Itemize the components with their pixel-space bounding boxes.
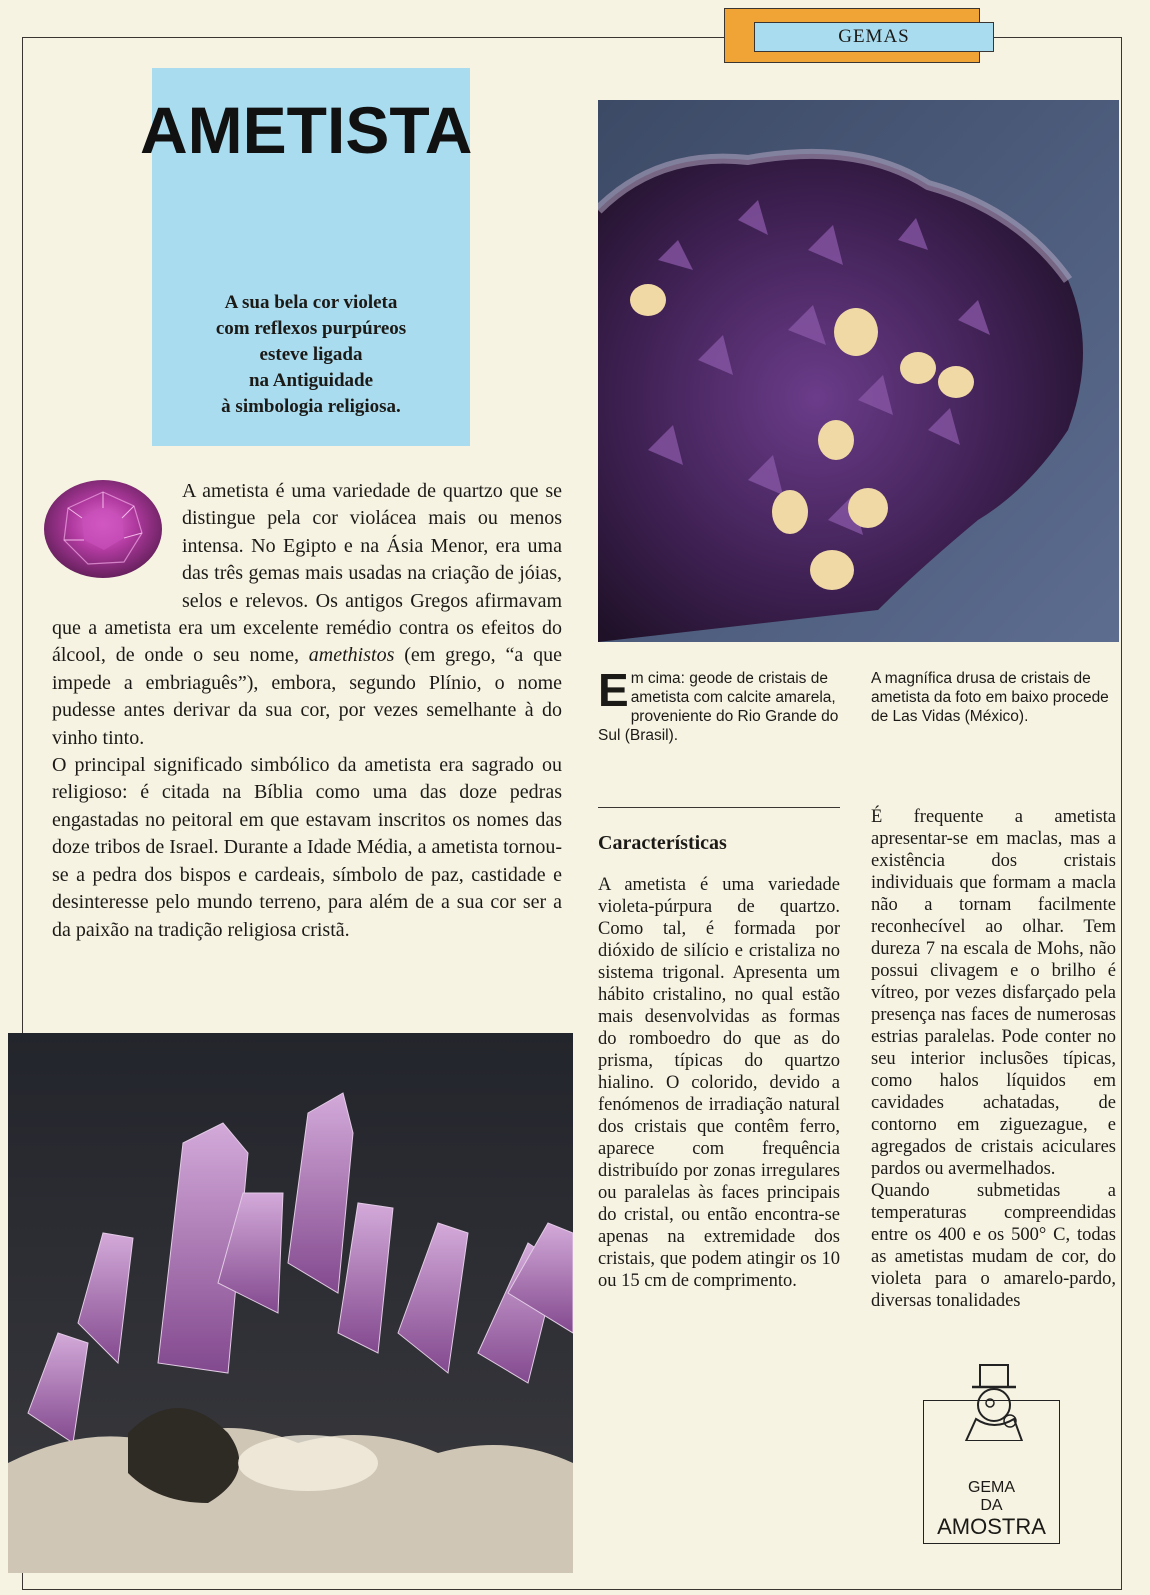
subtitle-line: esteve ligada bbox=[259, 344, 363, 365]
intro-paragraph2: O principal significado simbólico da ametista era sagrado ou religioso: é citada na Bíblia como uma das doze pedras engastadas no peitoral em que estavam inscritos os nomes das doze tribos de Israel. Durante a Idade Média, a ametista tornou-se a pedra dos bispos e cardeais, símbolo de paz, castidade e desinteresse pelo mundo terreno, para além de a sua cor ser a da paixão na tradição religiosa cristã. bbox=[52, 754, 562, 941]
section-tag-label: GEMAS bbox=[754, 22, 994, 52]
subtitle bbox=[152, 290, 470, 420]
characteristics-col1: A ametista é uma variedade violeta-púrpura de quartzo. Como tal, é formada por dióxido de silício e cristaliza no sistema trigonal. Apresenta um hábito cristalino, no qual estão mais desenvolvidas as formas do romboedro do que as do prisma, típicas do quartzo hialino. O colorido, devido a fenómenos de irradiação natural dos cristais que contêm ferro, aparece com frequência distribuído por zonas irregulares ou paralelas às faces principais do cristal, ou então encontra-se apenas na extremidade dos cristais, que podem atingir os 10 ou 15 cm de comprimento. bbox=[598, 875, 840, 1291]
gemologist-icon bbox=[924, 1361, 1061, 1441]
gema-da-amostra-logo bbox=[923, 1400, 1060, 1544]
section-tag bbox=[724, 8, 980, 63]
intro-part2: (em grego, “a que impede a embriaguês”), embora, segundo Plínio, o nome pudesse antes derivar da sua cor, por vezes semelhante à do vinho tinto. bbox=[52, 644, 563, 749]
section-rule bbox=[598, 807, 840, 808]
subtitle-line: com reflexos purpúreos bbox=[215, 318, 407, 339]
characteristics-col2-p1: É frequente a ametista apresentar-se em maclas, mas a existência dos cristais individuais que formam a macla não a tornam facilmente reconhecível ao olhar. Tem dureza 7 na escala de Mohs, não possui clivagem e o brilho é vítreo, por vezes disfarçado pela presença nas faces de numerosas estrias paralelas. Pode conter no seu interior inclusões típicas, como halos líquidos em cavidades achatadas, de contorno em ziguezague, e agregados de cristais aciculares pardos ou avermelhados. bbox=[871, 807, 1116, 1179]
intro-term: amethistos bbox=[308, 644, 395, 667]
caption-bottom: A magnífica drusa de cristais de ametista da foto em baixo procede de Las Vidas (México). bbox=[871, 670, 1109, 725]
characteristics-heading: Características bbox=[598, 832, 727, 854]
page-title: AMETISTA bbox=[140, 93, 473, 167]
intro-part1: A ametista é uma variedade de quartzo que se distingue pela cor violácea mais ou menos intensa. No Egipto e na Ásia Menor, era uma das três gemas mais usadas na criação de jóias, selos e relevos. Os antigos Gregos afirmavam que a ametista era um excelente remédio contra os efeitos do álcool, de onde o seu nome, bbox=[52, 480, 562, 667]
logo-line1: GEMA bbox=[967, 1479, 1016, 1496]
subtitle-line: A sua bela cor violeta bbox=[224, 292, 398, 313]
intro-text bbox=[52, 478, 562, 944]
subtitle-line: à simbologia religiosa. bbox=[221, 396, 401, 417]
druse-photo bbox=[8, 1033, 573, 1573]
characteristics-col2-p2: Quando submetidas a temperaturas compreendidas entre os 400 e os 500° C, todas as ametistas mudam de cor, do violeta para o amarelo-pardo, diversas tonalidades bbox=[871, 1181, 1116, 1311]
caption-top bbox=[598, 664, 843, 745]
logo-line2: DA bbox=[980, 1497, 1003, 1514]
caption-top-text: m cima: geode de cristais de ametista com calcite amarela, proveniente do Rio Grande do Sul (Brasil). bbox=[598, 670, 839, 744]
caption-drop-cap: E bbox=[598, 664, 629, 716]
geode-photo bbox=[598, 100, 1119, 642]
logo-line3: AMOSTRA bbox=[937, 1514, 1046, 1539]
characteristics-col2 bbox=[871, 806, 1116, 1312]
subtitle-line: na Antiguidade bbox=[248, 370, 374, 391]
